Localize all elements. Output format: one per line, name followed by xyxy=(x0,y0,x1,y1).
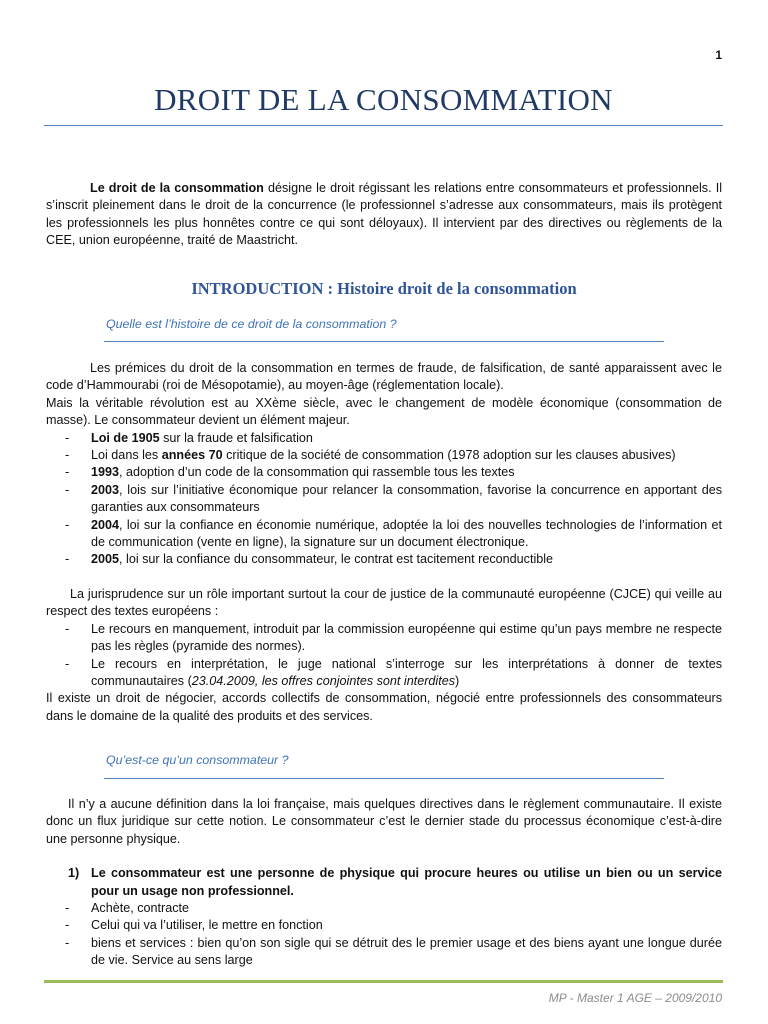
section2-subtitle-rule xyxy=(104,778,664,779)
jurisprudence-list xyxy=(46,621,722,691)
section1-subtitle-rule xyxy=(104,341,664,342)
section2-paragraph-1: Il n’y a aucune définition dans la loi française, mais quelques directives dans le règlement communautaire. Il existe donc un flux juridique sur cette notion. Le consommateur c’est le dernier stade du processus économique c’est-à-dire une personne physique. xyxy=(46,797,722,846)
list-item: - Celui qui va l’utiliser, le mettre en fonction xyxy=(46,917,722,934)
history-list xyxy=(46,430,722,569)
list-item-text: , lois sur l’initiative économique pour relancer la consommation, favorise la concurrence en apportant des garanties aux consommateurs xyxy=(91,482,722,515)
section1-paragraph-3: La jurisprudence sur un rôle important surtout la cour de justice de la communauté européenne (CJCE) qui veille au respect des textes européens : xyxy=(46,586,722,619)
intro-bold-term: Le droit de la consommation xyxy=(90,181,264,195)
list-item-bold: 1993 xyxy=(91,465,120,480)
list-item xyxy=(46,517,722,552)
intro-paragraph xyxy=(46,180,722,250)
list-item xyxy=(46,482,722,517)
section1-body xyxy=(46,360,722,725)
list-item-text: critique de la société de consommation (1978 adoption sur les clauses abusives) xyxy=(222,448,676,463)
list-item xyxy=(46,430,722,447)
numbered-item-number: 1) xyxy=(68,866,80,881)
list-item-text: ) xyxy=(455,673,460,688)
page-number: 1 xyxy=(715,48,722,62)
list-item-text: sur la fraude et falsification xyxy=(159,430,313,445)
list-item-text: , loi sur la confiance du consommateur, le contrat est tacitement reconductible xyxy=(119,552,554,567)
list-item-bold: années 70 xyxy=(161,448,223,463)
list-item-text: Loi dans les xyxy=(91,448,162,463)
list-item-text: , loi sur la confiance en économie numérique, adoptée la loi des nouvelles technologies de l’information et de communication (vente en ligne), la signature sur un document électronique. xyxy=(91,517,722,550)
list-item: - biens et services : bien qu’on son sigle qui se détruit des le premier usage et des biens ayant une longue durée de vie. Service au sens large xyxy=(46,935,722,970)
list-item xyxy=(46,656,722,691)
list-item-text: Le recours en interprétation, le juge national s’interroge sur les interprétations à donner de textes communautaires ( xyxy=(91,656,722,688)
spacer xyxy=(46,569,722,586)
section2-body xyxy=(46,796,722,970)
list-item-bold: 2004 xyxy=(91,517,120,532)
list-item-text: , adoption d’un code de la consommation qui rassemble tous les textes xyxy=(119,465,515,480)
footer-rule xyxy=(44,980,723,983)
list-item: - Le recours en manquement, introduit par la commission européenne qui estime qu’un pays membre ne respecte pas les règles (pyramide des normes). xyxy=(46,621,722,656)
section1-paragraph-1: Les prémices du droit de la consommation en termes de fraude, de falsification, de santé apparaissent avec le code d’Hammourabi (roi de Mésopotamie), au moyen-âge (réglementation locale). xyxy=(46,361,722,393)
intro-text: désigne le droit régissant les relations entre consommateurs et professionnels. Il s’inscrit pleinement dans le droit de la concurrence (le professionnel s’adresse aux consommateurs, mais ils protègent les professionnels les plus honnêtes contre ce qui sont déloyaux). Il intervient par des directives ou règlements de la CEE, union européenne, traité de Maastricht. xyxy=(46,181,722,248)
list-item: - Achète, contracte xyxy=(46,900,722,917)
list-item-italic-reference: 23.04.2009, les offres conjointes sont interdites xyxy=(191,673,456,688)
list-item xyxy=(46,464,722,481)
list-item xyxy=(46,447,722,464)
list-item-bold: Loi de 1905 xyxy=(91,430,160,445)
numbered-item-text: Le consommateur est une personne de physique qui procure heures ou utilise un bien ou un service pour un usage non professionnel. xyxy=(91,866,722,898)
list-item-bold: 2003 xyxy=(91,482,120,497)
footer-text: MP - Master 1 AGE – 2009/2010 xyxy=(548,991,722,1005)
title-underline xyxy=(44,125,723,126)
list-item-bold: 2005 xyxy=(91,552,120,567)
introduction-heading: INTRODUCTION : Histoire droit de la consommation xyxy=(191,279,577,298)
section1-subtitle: Quelle est l’histoire de ce droit de la consommation ? xyxy=(106,317,397,331)
section2-subtitle: Qu’est-ce qu’un consommateur ? xyxy=(106,753,289,767)
numbered-item xyxy=(46,865,722,900)
page-title: DROIT DE LA CONSOMMATION xyxy=(154,82,613,117)
spacer xyxy=(46,848,722,865)
consumer-list xyxy=(46,900,722,970)
section1-paragraph-2: Mais la véritable révolution est au XXème siècle, avec le changement de modèle économique (consommation de masse). Le consommateur devient un élément majeur. xyxy=(46,395,722,428)
section1-paragraph-4: Il existe un droit de négocier, accords collectifs de consommation, négocié entre professionnels des consommateurs dans le domaine de la qualité des produits et des services. xyxy=(46,691,722,723)
list-item xyxy=(46,551,722,568)
